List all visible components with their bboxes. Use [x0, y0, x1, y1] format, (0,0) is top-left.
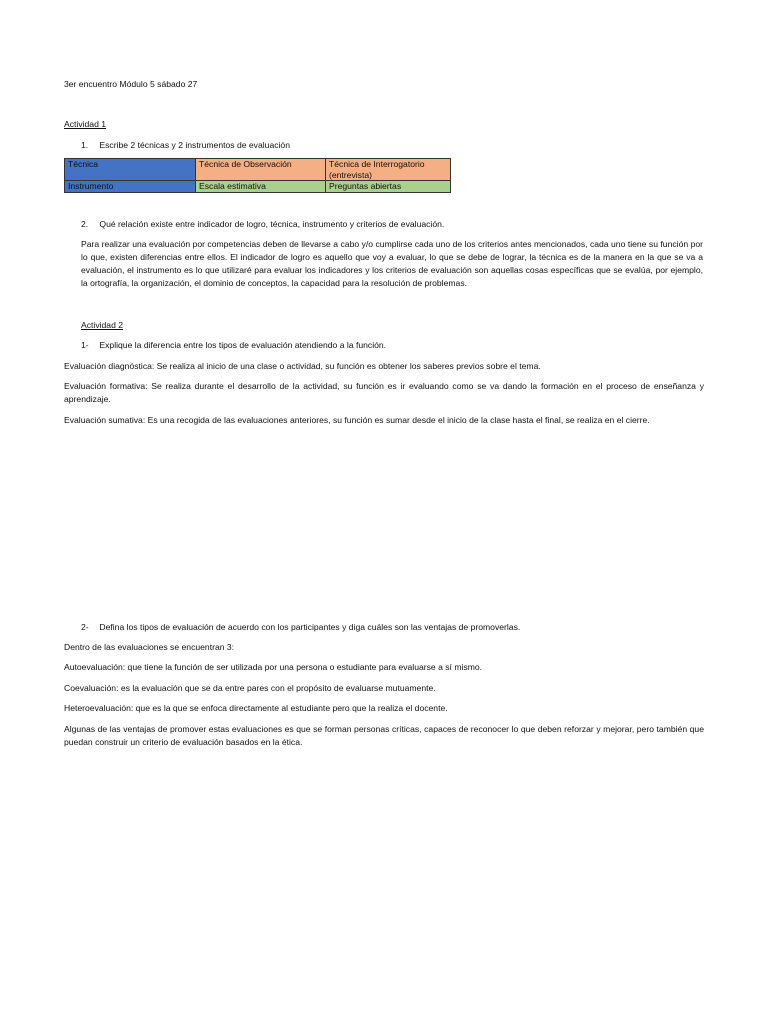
intro-text: Dentro de las evaluaciones se encuentran 3: [64, 642, 235, 652]
table-cell: Técnica de Interrogatorio (entrevista) [326, 159, 451, 181]
question-1 [81, 339, 386, 352]
coevaluacion: Coevaluación: es la evaluación que se da entre pares con el propósito de evaluarse mutuamente. [64, 683, 436, 693]
evaluacion-formativa: Evaluación formativa: Se realiza durante el desarrollo de la actividad, su función es ir evaluando como se va dando la formación en el proceso de enseñanza y aprendizaje. [64, 381, 704, 404]
actividad-2-title: Actividad 2 [81, 320, 124, 330]
question-text: Explique la diferencia entre los tipos de evaluación atendiendo a la función. [99, 340, 387, 350]
question-number: 1. [81, 140, 89, 150]
table-cell: Escala estimativa [196, 181, 326, 193]
question-text: Defina los tipos de evaluación de acuerdo con los participantes y diga cuáles son las ventajas de promoverlas. [99, 622, 521, 632]
techniques-table [64, 158, 451, 193]
document-header: 3er encuentro Módulo 5 sábado 27 [64, 79, 198, 89]
actividad-1-title: Actividad 1 [64, 119, 107, 129]
table-cell: Técnica de Observación [196, 159, 326, 181]
table-cell: Técnica [65, 159, 196, 181]
question-1 [81, 139, 290, 152]
heteroevaluacion: Heteroevaluación: que es la que se enfoca directamente al estudiante pero que la realiza el docente. [64, 703, 448, 713]
answer-paragraph: Para realizar una evaluación por competencias deben de llevarse a cabo y/o cumplirse cada uno de los criterios antes mencionados, cada uno tiene su función por lo que, existen diferencias entre ellos. El indicador de logro es aquello que voy a evaluar, lo que se debe de lograr, la técnica es de la manera en la que se va a evaluación, el instrumento es lo que utilizaré para evaluar los indicadores y los criterios de evaluación son aquellas cosas específicas que se evalúa, por ejemplo, la ortografía, la organización, el dominio de conceptos, la capacidad para la resolución de problemas. [81, 239, 703, 288]
autoevaluacion: Autoevaluación: que tiene la función de ser utilizada por una persona o estudiante para evaluarse a sí mismo. [64, 662, 483, 672]
question-2 [81, 621, 520, 634]
evaluacion-sumativa: Evaluación sumativa: Es una recogida de las evaluaciones anteriores, su función es sumar desde el inicio de la clase hasta el final, se realiza en el cierre. [64, 415, 650, 425]
question-number: 2- [81, 622, 89, 632]
evaluacion-diagnostica: Evaluación diagnóstica: Se realiza al inicio de una clase o actividad, su función es obtener los saberes previos sobre el tema. [64, 361, 541, 371]
question-text: Qué relación existe entre indicador de logro, técnica, instrumento y criterios de evaluación. [99, 219, 445, 229]
question-number: 2. [81, 219, 89, 229]
question-number: 1- [81, 340, 89, 350]
question-text: Escribe 2 técnicas y 2 instrumentos de evaluación [99, 140, 290, 150]
table-cell: Instrumento [65, 181, 196, 193]
ventajas-paragraph: Algunas de las ventajas de promover estas evaluaciones es que se forman personas críticas, capaces de reconocer lo que deben reforzar y mejorar, pero también que puedan construir un criterio de evaluación basados en la ética. [64, 724, 704, 747]
question-2 [81, 218, 444, 231]
table-cell: Preguntas abiertas [326, 181, 451, 193]
table-row [65, 181, 451, 193]
table-row [65, 159, 451, 181]
